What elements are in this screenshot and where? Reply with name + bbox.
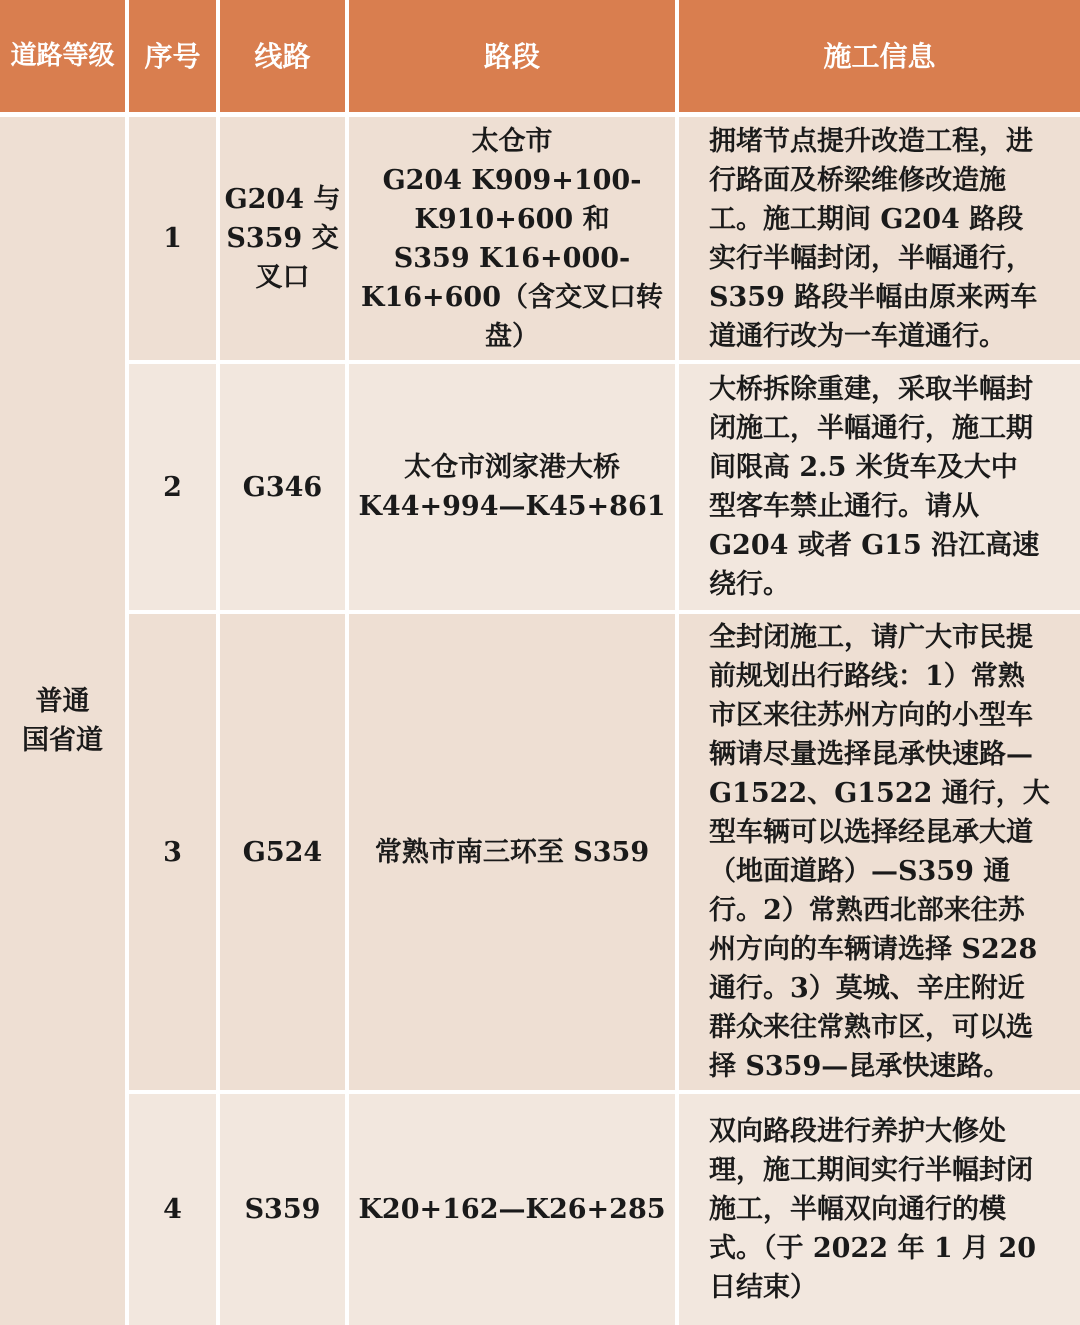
header-route: 线路 bbox=[220, 0, 345, 112]
row-4-number: 4 bbox=[129, 1094, 216, 1325]
row-4-section: K20+162—K26+285 bbox=[349, 1094, 675, 1325]
row-4-route: S359 bbox=[220, 1094, 345, 1325]
row-1-section: 太仓市 G204 K909+100- K910+600 和 S359 K16+000- K16+600（含交叉口转 盘） bbox=[349, 117, 675, 360]
header-number: 序号 bbox=[129, 0, 216, 112]
row-2-number: 2 bbox=[129, 364, 216, 610]
row-2-route: G346 bbox=[220, 364, 345, 610]
header-section: 路段 bbox=[349, 0, 675, 112]
row-4-info: 双向路段进行养护大修处 理，施工期间实行半幅封闭 施工，半幅双向通行的模 式。（于 2022 年 1 月 20 日结束） bbox=[679, 1094, 1080, 1325]
row-2-info: 大桥拆除重建，采取半幅封 闭施工，半幅通行，施工期 间限高 2.5 米货车及大中 型客车禁止通行。请从 G204 或者 G15 沿江高速 绕行。 bbox=[679, 364, 1080, 610]
header-info: 施工信息 bbox=[679, 0, 1080, 112]
row-3-section: 常熟市南三环至 S359 bbox=[349, 614, 675, 1090]
header-road-grade: 道路等级 bbox=[0, 0, 125, 112]
row-3-info: 全封闭施工，请广大市民提 前规划出行路线：1）常熟 市区来往苏州方向的小型车 辆请尽量选择昆承快速路— G1522、G1522 通行，大 型车辆可以选择经昆承大道 （地面道路）—S359 通 行。2）常熟西北部来往苏 州方向的车辆请选择 S228 通行。3）莫城、辛庄附近 群众来往常熟市区，可以选 择 S359—昆承快速路。 bbox=[679, 614, 1080, 1090]
row-3-route: G524 bbox=[220, 614, 345, 1090]
row-2-section: 太仓市浏家港大桥 K44+994—K45+861 bbox=[349, 364, 675, 610]
row-1-route: G204 与 S359 交 叉口 bbox=[220, 117, 345, 360]
row-1-info: 拥堵节点提升改造工程，进 行路面及桥梁维修改造施 工。施工期间 G204 路段 实行半幅封闭，半幅通行， S359 路段半幅由原来两车 道通行改为一车道通行。 bbox=[679, 117, 1080, 360]
row-1-number: 1 bbox=[129, 117, 216, 360]
road-grade-cell: 普通 国省道 bbox=[0, 117, 125, 1325]
row-3-number: 3 bbox=[129, 614, 216, 1090]
